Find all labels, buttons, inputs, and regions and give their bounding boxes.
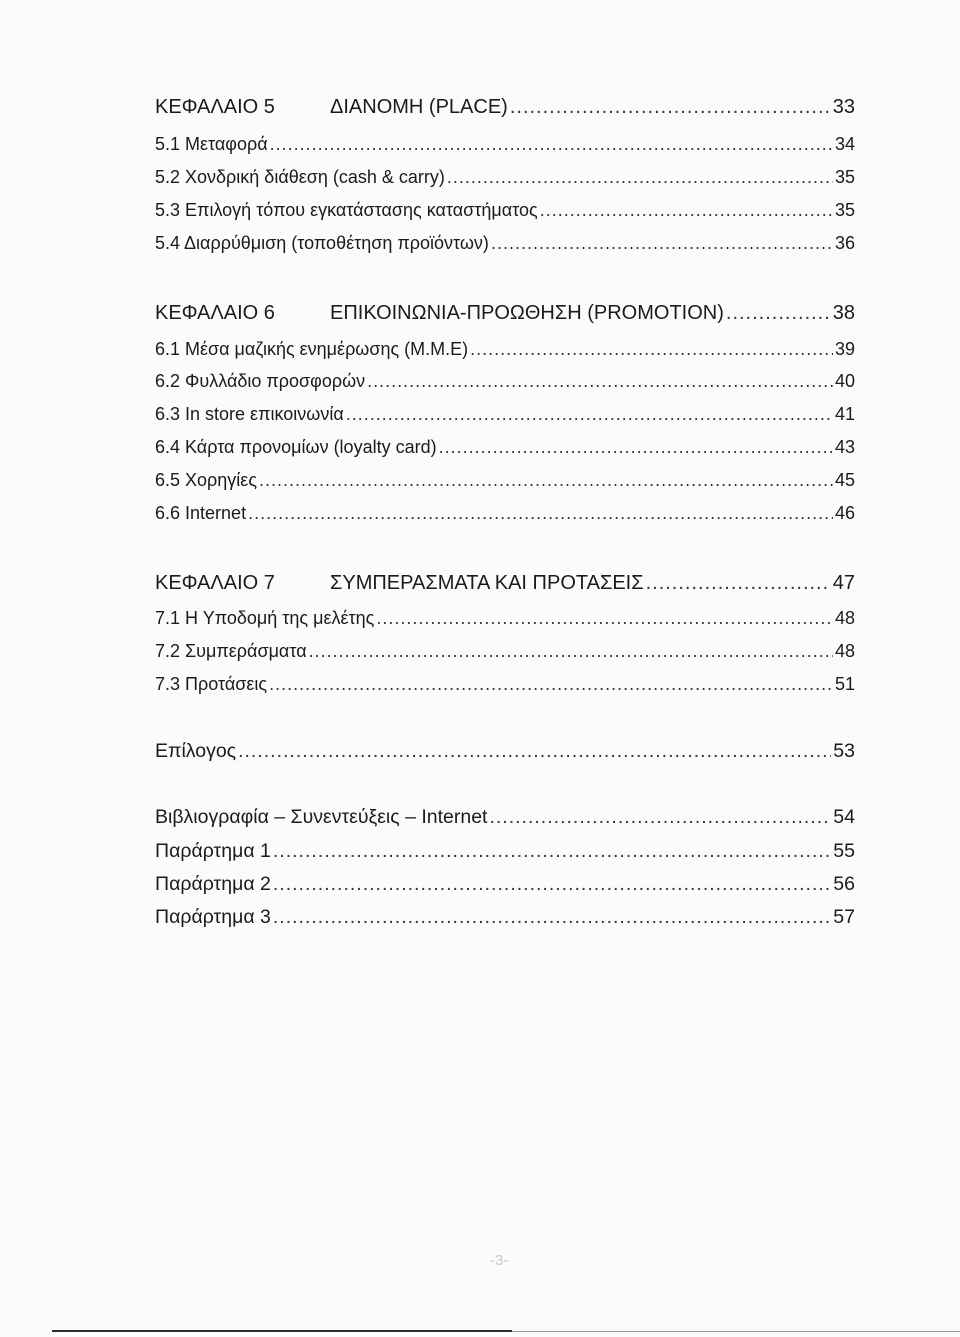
entry-title: Παράρτημα 2	[155, 873, 271, 895]
toc-entry	[155, 470, 855, 491]
dot-leader	[273, 873, 831, 896]
chapter-title: ΔΙΑΝΟΜΗ (PLACE)	[330, 96, 508, 118]
page-ref: 46	[834, 503, 855, 523]
entry-title: Παράρτημα 1	[155, 840, 271, 862]
toc-appendix-2	[155, 873, 855, 896]
chapter-number: ΚΕΦΑΛΑΙΟ 7	[155, 572, 275, 594]
toc-entry	[155, 503, 855, 524]
dot-leader	[273, 906, 831, 929]
toc-entry	[155, 641, 855, 662]
entry-title: 6.6 Internet	[155, 503, 247, 523]
dot-leader	[367, 371, 833, 392]
chapter-number: ΚΕΦΑΛΑΙΟ 6	[155, 302, 275, 324]
page-ref: 45	[834, 470, 855, 490]
dot-leader	[269, 674, 833, 695]
page-ref: 57	[833, 906, 855, 928]
chapter-number: ΚΕΦΑΛΑΙΟ 5	[155, 96, 275, 118]
page-ref: 38	[832, 302, 855, 324]
entry-title: 5.4 Διαρρύθμιση (τοποθέτηση προϊόντων)	[155, 233, 489, 253]
entry-title: Παράρτημα 3	[155, 906, 271, 928]
scan-edge-line	[52, 1330, 512, 1332]
entry-title: 6.4 Κάρτα προνομίων (loyalty card)	[155, 437, 437, 457]
dot-leader	[510, 96, 831, 119]
entry-title: Επίλογος	[155, 740, 237, 762]
toc-entry	[155, 608, 855, 629]
page-ref: 56	[833, 873, 855, 895]
toc-chapter-5	[155, 96, 855, 119]
page-ref: 41	[834, 404, 855, 424]
entry-title: 5.2 Χονδρική διάθεση (cash & carry)	[155, 167, 445, 187]
dot-leader	[491, 233, 833, 254]
entry-title: 7.3 Προτάσεις	[155, 674, 268, 694]
toc-entry	[155, 339, 855, 360]
entry-title: 5.3 Επιλογή τόπου εγκατάστασης καταστήματος	[155, 200, 538, 220]
page-ref: 33	[832, 96, 855, 118]
page-ref: 48	[834, 641, 855, 661]
toc-chapter-7	[155, 572, 855, 595]
page-number: -3-	[490, 1252, 509, 1269]
entry-title: 7.2 Συμπεράσματα	[155, 641, 307, 661]
entry-title: 6.3 In store επικοινωνία	[155, 404, 344, 424]
page-ref: 34	[834, 134, 855, 154]
entry-title: 6.2 Φυλλάδιο προσφορών	[155, 371, 366, 391]
dot-leader	[489, 806, 831, 829]
toc-epilogue	[155, 740, 855, 763]
dot-leader	[270, 134, 833, 155]
page-ref: 43	[834, 437, 855, 457]
dot-leader	[248, 503, 833, 524]
chapter-title: ΣΥΜΠΕΡΑΣΜΑΤΑ ΚΑΙ ΠΡΟΤΑΣΕΙΣ	[330, 572, 644, 594]
page-ref: 35	[834, 167, 855, 187]
page-ref: 39	[834, 339, 855, 359]
toc-entry	[155, 371, 855, 392]
dot-leader	[273, 840, 831, 863]
entry-title: 6.5 Χορηγίες	[155, 470, 257, 490]
toc-entry	[155, 134, 855, 155]
page-ref: 47	[832, 572, 855, 594]
toc-appendix-3	[155, 906, 855, 929]
dot-leader	[447, 167, 833, 188]
entry-title: 6.1 Μέσα μαζικής ενημέρωσης (Μ.Μ.Ε)	[155, 339, 469, 359]
toc-entry	[155, 200, 855, 221]
dot-leader	[540, 200, 833, 221]
dot-leader	[259, 470, 833, 491]
toc-entry	[155, 233, 855, 254]
toc-appendix-1	[155, 840, 855, 863]
dot-leader	[470, 339, 833, 360]
entry-title: 7.1 Η Υποδομή της μελέτης	[155, 608, 375, 628]
entry-title: 5.1 Μεταφορά	[155, 134, 268, 154]
toc-entry	[155, 674, 855, 695]
scan-edge-line	[512, 1331, 960, 1332]
page-ref: 51	[834, 674, 855, 694]
page-ref: 40	[834, 371, 855, 391]
page-ref: 55	[833, 840, 855, 862]
page-ref: 48	[834, 608, 855, 628]
dot-leader	[646, 572, 831, 595]
toc-entry	[155, 404, 855, 425]
toc-entry	[155, 167, 855, 188]
page-ref: 35	[834, 200, 855, 220]
toc-entry	[155, 437, 855, 458]
toc-chapter-6	[155, 302, 855, 325]
dot-leader	[439, 437, 833, 458]
dot-leader	[376, 608, 833, 629]
dot-leader	[726, 302, 831, 325]
page-ref: 36	[834, 233, 855, 253]
toc-bibliography	[155, 806, 855, 829]
page-ref: 54	[833, 806, 855, 828]
dot-leader	[238, 740, 831, 763]
entry-title: Βιβλιογραφία – Συνεντεύξεις – Internet	[155, 806, 488, 828]
chapter-title: ΕΠΙΚΟΙΝΩΝΙΑ-ΠΡΟΩΘΗΣΗ (PROMOTION)	[330, 302, 724, 324]
page-ref: 53	[833, 740, 855, 762]
dot-leader	[309, 641, 833, 662]
dot-leader	[346, 404, 833, 425]
